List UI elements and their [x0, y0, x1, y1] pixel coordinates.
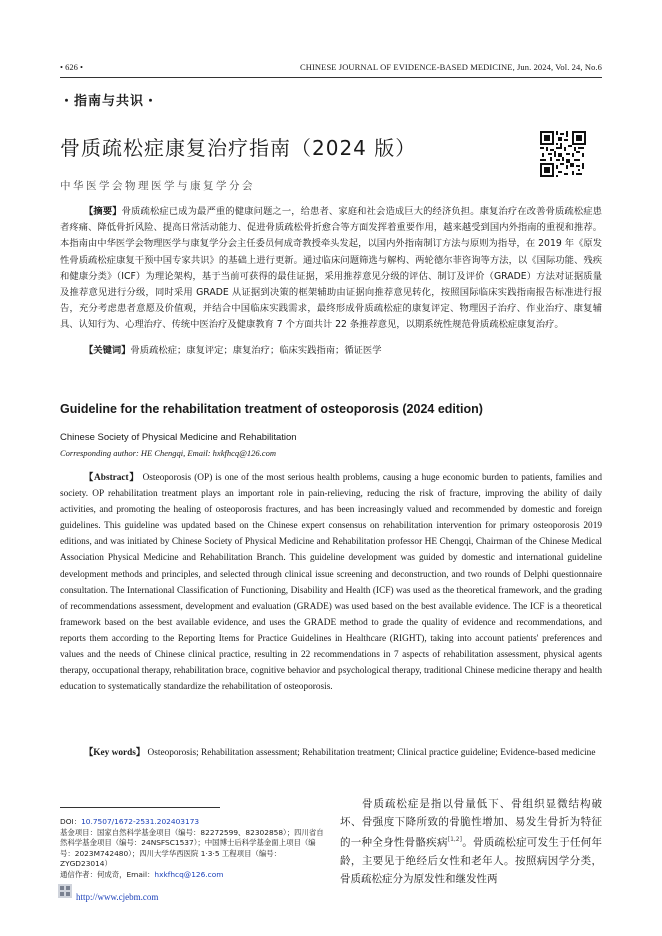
body-text-part2: 。骨质疏松症可发生于任何年龄，主要见于绝经后女性和老年人。按照病因学分类，骨质疏松症分为原发性和继发性两: [340, 836, 603, 885]
contact-email-link[interactable]: hxkfhcq@126.com: [154, 869, 224, 879]
english-keywords: [60, 745, 602, 761]
corresponding-author: Corresponding author: HE Chengqi, Email: hxkfhcq@126.com: [60, 448, 276, 458]
english-keywords-label: 【Key words】: [84, 748, 146, 758]
english-keywords-text: Osteoporosis; Rehabilitation assessment; Rehabilitation treatment; Clinical practice guideline; Evidence-based medicine: [147, 748, 596, 758]
body-text: [340, 795, 602, 888]
header-rule: [60, 77, 602, 78]
chinese-title: 骨质疏松症康复治疗指南（2024 版）: [60, 136, 417, 160]
chinese-keywords: [60, 342, 382, 356]
footnotes: [60, 817, 328, 881]
journal-logo-icon: [58, 884, 72, 898]
footnote-rule: [60, 807, 220, 808]
chinese-abstract: [60, 204, 602, 334]
section-label: ・指南与共识・: [60, 94, 159, 109]
english-abstract: [60, 470, 602, 695]
page-number: • 626 •: [60, 62, 83, 72]
english-title: Guideline for the rehabilitation treatment of osteoporosis (2024 edition): [60, 402, 483, 416]
contact-line: [60, 870, 328, 881]
fund-line: 基金项目：国家自然科学基金项目（编号：82272599、82302858）；四川省自然科学基金项目（编号：24NSFSC1537）；中国博士后科学基金面上项目（编号：2023M742480）；四川大学华西医院 1·3·5 工程项目（编号：ZYGD23014）: [60, 827, 324, 869]
body-text-part1: 骨质疏松症是指以骨量低下、骨组织显微结构破坏、骨强度下降所致的骨脆性增加、易发生骨折为特征的一种全身性骨骼疾病: [340, 798, 602, 849]
journal-url-link[interactable]: http://www.cjebm.com: [76, 892, 159, 902]
chinese-abstract-label: 【摘要】: [84, 206, 122, 217]
english-author: Chinese Society of Physical Medicine and Rehabilitation: [60, 432, 297, 443]
chinese-author: 中华医学会物理医学与康复学分会: [60, 180, 255, 192]
doi-line: [60, 817, 328, 828]
english-abstract-text: Osteoporosis (OP) is one of the most serious health problems, causing a huge economic burden to patients, families and society. OP rehabilitation treatment plays an important role in pain-relieving, reducing the risk of fracture, improving the ability of daily activities, and promoting the healing of osteoporosis fractures, and has been increasingly valued and recommended by domestic and foreign guidelines. This guideline was updated based on the Chinese expert consensus on rehabilitation intervention for primary osteoporosis 2019 editions, and was initiated by Chinese Society of Physical Medicine and Rehabilitation professor HE Chengqi, Chairman of the Chinese Medical Association Physical Medicine and Rehabilitation Branch. This guideline development was guided by domestic and international guideline development methods and principles, and selected through clinical issue screening and deconstruction, and two rounds of Delphi questionnaire consultation. The International Classification of Functioning, Disability and Health (ICF) was used as the theoretical framework, and the grading of recommendations assessment, development and evaluation (GRADE) was used based on the best available evidence. The ICF is a theoretical framework based on the best available evidence, and uses the GRADE method to grade the quality of evidence and recommendations, and reports them according to the Reporting Items for Practice Guidelines in Healthcare (RIGHT), taking into account patients' preferences and values and the needs of Chinese clinical practice, resulting in 22 recommendations in 7 aspects of rehabilitation assessment, physical agents therapy, occupational therapy, rehabilitation brace, cognitive behavior and psychological therapy, traditional Chinese medicine therapy and health education to systematically standardize the rehabilitation of osteoporosis.: [60, 473, 602, 693]
contact-prefix: 通信作者：何成奇，Email：: [60, 869, 155, 879]
qr-code-icon: [540, 131, 586, 177]
journal-info: CHINESE JOURNAL OF EVIDENCE-BASED MEDICINE, Jun. 2024, Vol. 24, No.6: [299, 62, 602, 72]
citation: [1,2]: [447, 836, 462, 843]
doi-label: DOI：: [60, 817, 82, 826]
chinese-abstract-text: 骨质疏松症已成为最严重的健康问题之一，给患者、家庭和社会造成巨大的经济负担。康复治疗在改善骨质疏松症患者疼痛、降低骨折风险、提高日常活动能力、促进骨质疏松骨折愈合等方面发挥着重要作用，越来越受到国内外指南的重视和推荐。本指南由中华医学会物理医学与康复学分会主任委员何成奇教授牵头发起，以国内外指南制订方法与原则为指导，在 2019 年《原发性骨质疏松症康复干预中国专家共识》的基础上进行更新。通过临床问题筛选与解构、两轮德尔菲咨询等方法，以《国际功能、残疾和健康分类》（ICF）为理论架构，基于当前可获得的最佳证据，采用推荐意见分级的评估、制订及评价（GRADE）方法对证据质量及推荐意见进行分级，同时采用 GRADE 从证据到决策的框架辅助由证据向推荐意见转化，按照国际临床实践指南报告标准进行报告，充分考虑患者意愿及价值观，并结合中国临床实践需求，最终形成骨质疏松症的康复评定、物理因子治疗、作业治疗、康复辅具、认知行为、心理治疗、传统中医治疗及健康教育 7 个方面共计 22 条推荐意见，以期系统性规范骨质疏松症康复治疗。: [60, 206, 602, 331]
chinese-keywords-label: 【关键词】: [84, 345, 131, 356]
chinese-keywords-text: 骨质疏松症；康复评定；康复治疗；临床实践指南；循证医学: [130, 345, 382, 356]
doi-link[interactable]: 10.7507/1672-2531.202403173: [81, 817, 200, 826]
english-abstract-label: 【Abstract】: [84, 473, 140, 483]
